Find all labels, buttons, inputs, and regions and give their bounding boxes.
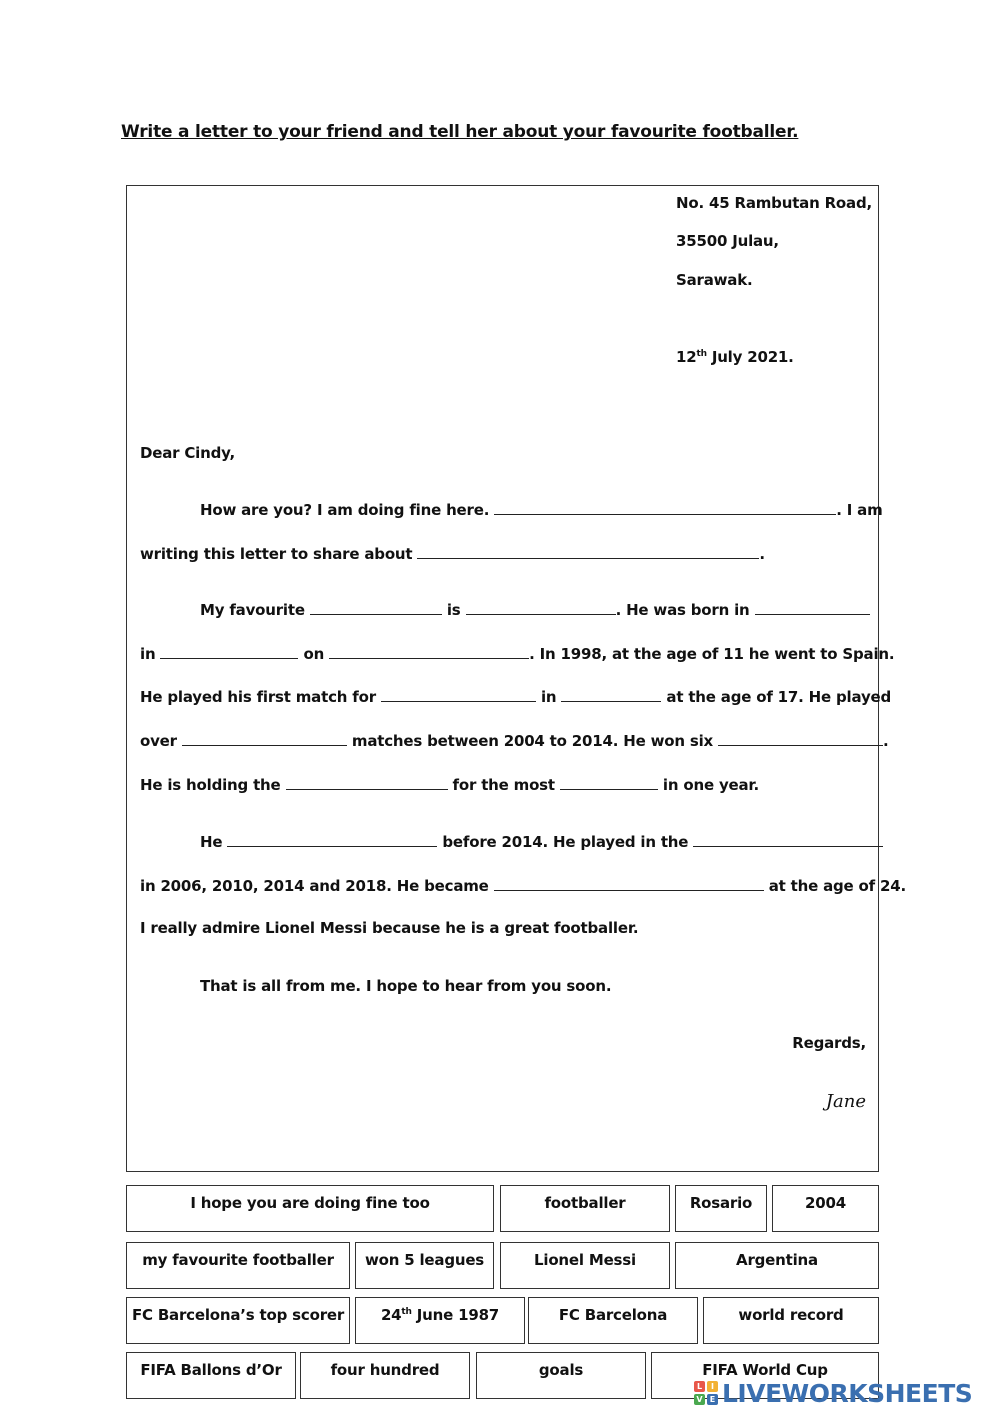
blank-13[interactable] [560,775,658,790]
blank-9[interactable] [561,687,661,702]
para2-line3: He played his first match for in at the age of 17. He played [140,688,892,706]
blank-10[interactable] [182,731,347,746]
blank-15[interactable] [693,832,883,847]
blank-1[interactable] [494,500,836,515]
word-option[interactable]: 2004 [772,1185,879,1232]
word-option[interactable]: FC Barcelona [528,1297,698,1344]
word-option[interactable]: Argentina [675,1242,879,1289]
blank-12[interactable] [286,775,448,790]
word-option[interactable]: Lionel Messi [500,1242,670,1289]
blank-7[interactable] [329,644,529,659]
address-line-2: 35500 Julau, [676,232,779,250]
word-option[interactable]: I hope you are doing fine too [126,1185,494,1232]
word-option[interactable]: world record [703,1297,879,1344]
para3-line2: in 2006, 2010, 2014 and 2018. He became at the age of 24. [140,877,906,895]
blank-4[interactable] [466,600,616,615]
word-option[interactable]: goals [476,1352,646,1399]
blank-6[interactable] [160,644,298,659]
watermark-text: LIVEWORKSHEETS [722,1378,973,1408]
word-option-date[interactable]: 24th June 1987 [355,1297,525,1344]
para3-line1: He before 2014. He played in the [200,832,883,851]
word-option[interactable]: FC Barcelona’s top scorer [126,1297,350,1344]
letter-box [126,185,906,1172]
letter-date: 12th July 2021. [676,348,794,366]
para1-line2: writing this letter to share about . [140,545,765,563]
address-line-1: No. 45 Rambutan Road, [676,194,873,212]
closing: Regards, [792,1034,866,1052]
word-option[interactable]: four hundred [300,1352,470,1399]
signature: Jane [825,1091,866,1112]
blank-3[interactable] [310,600,442,615]
para4-line: That is all from me. I hope to hear from you soon. [200,977,612,995]
blank-14[interactable] [227,832,437,847]
liveworksheets-logo-icon: L I V E [694,1381,718,1405]
word-option[interactable]: my favourite footballer [126,1242,350,1289]
blank-2[interactable] [417,544,759,559]
para3-line3: I really admire Lionel Messi because he is a great footballer. [140,919,639,937]
word-option[interactable]: Rosario [675,1185,767,1232]
worksheet-title: Write a letter to your friend and tell her about your favourite footballer. [121,122,799,142]
word-option[interactable]: FIFA Ballons d’Or [126,1352,296,1399]
para2-line4: over matches between 2004 to 2014. He won six . [140,732,889,750]
greeting: Dear Cindy, [140,444,236,462]
para2-line1: My favourite is . He was born in [200,600,870,619]
para1-line1: How are you? I am doing fine here. . I am [200,501,883,519]
address-line-3: Sarawak. [676,271,753,289]
liveworksheets-watermark [694,1376,994,1410]
para2-line2: in on . In 1998, at the age of 11 he went to Spain. [140,645,895,663]
para2-line5: He is holding the for the most in one year. [140,776,759,794]
blank-16[interactable] [494,876,764,891]
word-option[interactable]: won 5 leagues [355,1242,494,1289]
word-option[interactable]: footballer [500,1185,670,1232]
blank-8[interactable] [381,687,536,702]
blank-5[interactable] [755,600,870,615]
blank-11[interactable] [718,731,883,746]
word-option[interactable]: FIFA World Cup [651,1352,879,1399]
